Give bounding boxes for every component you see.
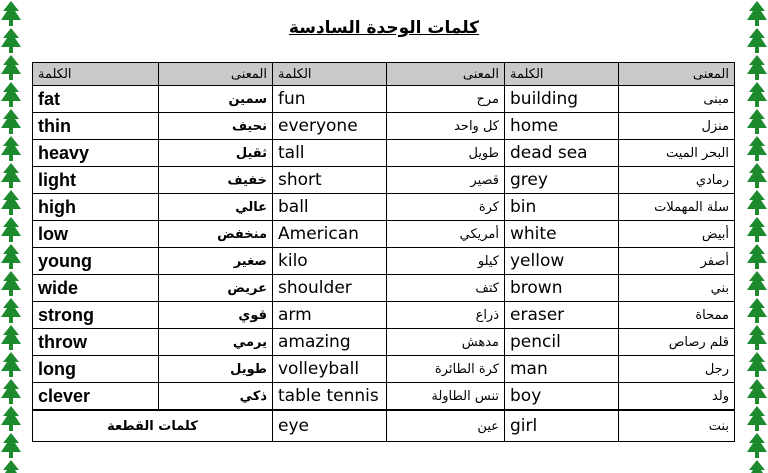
word-cell: bin [505,194,619,221]
meaning-cell: طويل [159,356,273,383]
table-row [33,356,735,383]
word-cell: boy [505,383,619,411]
page-title: كلمات الوحدة السادسة [288,18,480,38]
header-meaning-3: المعنى [619,63,735,86]
word-cell: eye [273,410,387,442]
tree-border-right [746,0,768,473]
word-cell: long [33,356,159,383]
meaning-cell: كرة الطائرة [387,356,505,383]
meaning-cell: عريض [159,275,273,302]
table-row [33,167,735,194]
meaning-cell: بنت [619,410,735,442]
word-cell: heavy [33,140,159,167]
meaning-cell: كتف [387,275,505,302]
word-cell: eraser [505,302,619,329]
word-cell: building [505,86,619,113]
word-cell: ball [273,194,387,221]
meaning-cell: مبنى [619,86,735,113]
word-cell: fat [33,86,159,113]
meaning-cell: نحيف [159,113,273,140]
word-cell: man [505,356,619,383]
word-cell: dead sea [505,140,619,167]
vocabulary-table [32,62,735,442]
word-cell: high [33,194,159,221]
table-row [33,221,735,248]
word-cell: table tennis [273,383,387,411]
word-cell: yellow [505,248,619,275]
table-row [33,302,735,329]
meaning-cell: أمريكي [387,221,505,248]
meaning-cell: منخفض [159,221,273,248]
header-word-3: الكلمة [505,63,619,86]
word-cell: wide [33,275,159,302]
header-meaning-1: المعنى [159,63,273,86]
table-row [33,86,735,113]
meaning-cell: كل واحد [387,113,505,140]
word-cell: white [505,221,619,248]
meaning-cell: خفيف [159,167,273,194]
meaning-cell: مرح [387,86,505,113]
meaning-cell: طويل [387,140,505,167]
table-row [33,194,735,221]
word-cell: short [273,167,387,194]
meaning-cell: أبيض [619,221,735,248]
meaning-cell: منزل [619,113,735,140]
header-word-1: الكلمة [33,63,159,86]
word-cell: light [33,167,159,194]
word-cell: home [505,113,619,140]
meaning-cell: مدهش [387,329,505,356]
meaning-cell: صغير [159,248,273,275]
meaning-cell: بني [619,275,735,302]
word-cell: thin [33,113,159,140]
table-row [33,113,735,140]
word-cell: everyone [273,113,387,140]
word-cell: kilo [273,248,387,275]
word-cell: brown [505,275,619,302]
meaning-cell: ثقيل [159,140,273,167]
word-cell: grey [505,167,619,194]
meaning-cell: أصفر [619,248,735,275]
header-word-2: الكلمة [273,63,387,86]
word-cell: young [33,248,159,275]
meaning-cell: قصير [387,167,505,194]
word-cell: fun [273,86,387,113]
meaning-cell: رمادي [619,167,735,194]
word-cell: amazing [273,329,387,356]
meaning-cell: قوي [159,302,273,329]
tree-border-left [0,0,22,473]
meaning-cell: ولد [619,383,735,411]
meaning-cell: يرمي [159,329,273,356]
table-row [33,329,735,356]
meaning-cell: سمين [159,86,273,113]
meaning-cell: ممحاة [619,302,735,329]
table-row [33,140,735,167]
meaning-cell: ذكي [159,383,273,411]
word-cell: clever [33,383,159,411]
meaning-cell: عالي [159,194,273,221]
meaning-cell: سلة المهملات [619,194,735,221]
word-cell: strong [33,302,159,329]
table-row [33,248,735,275]
header-meaning-2: المعنى [387,63,505,86]
meaning-cell: كيلو [387,248,505,275]
meaning-cell: ذراع [387,302,505,329]
meaning-cell: قلم رصاص [619,329,735,356]
word-cell: arm [273,302,387,329]
word-cell: girl [505,410,619,442]
meaning-cell: تنس الطاولة [387,383,505,411]
meaning-cell: عين [387,410,505,442]
meaning-cell: رجل [619,356,735,383]
header-row [33,63,735,86]
word-cell: volleyball [273,356,387,383]
word-cell: tall [273,140,387,167]
reading-words-label: كلمات القطعة [33,410,273,442]
word-cell: shoulder [273,275,387,302]
table-row [33,275,735,302]
table-row-last [33,410,735,442]
word-cell: low [33,221,159,248]
word-cell: throw [33,329,159,356]
word-cell: pencil [505,329,619,356]
meaning-cell: البحر الميت [619,140,735,167]
table-row [33,383,735,411]
meaning-cell: كرة [387,194,505,221]
word-cell: American [273,221,387,248]
